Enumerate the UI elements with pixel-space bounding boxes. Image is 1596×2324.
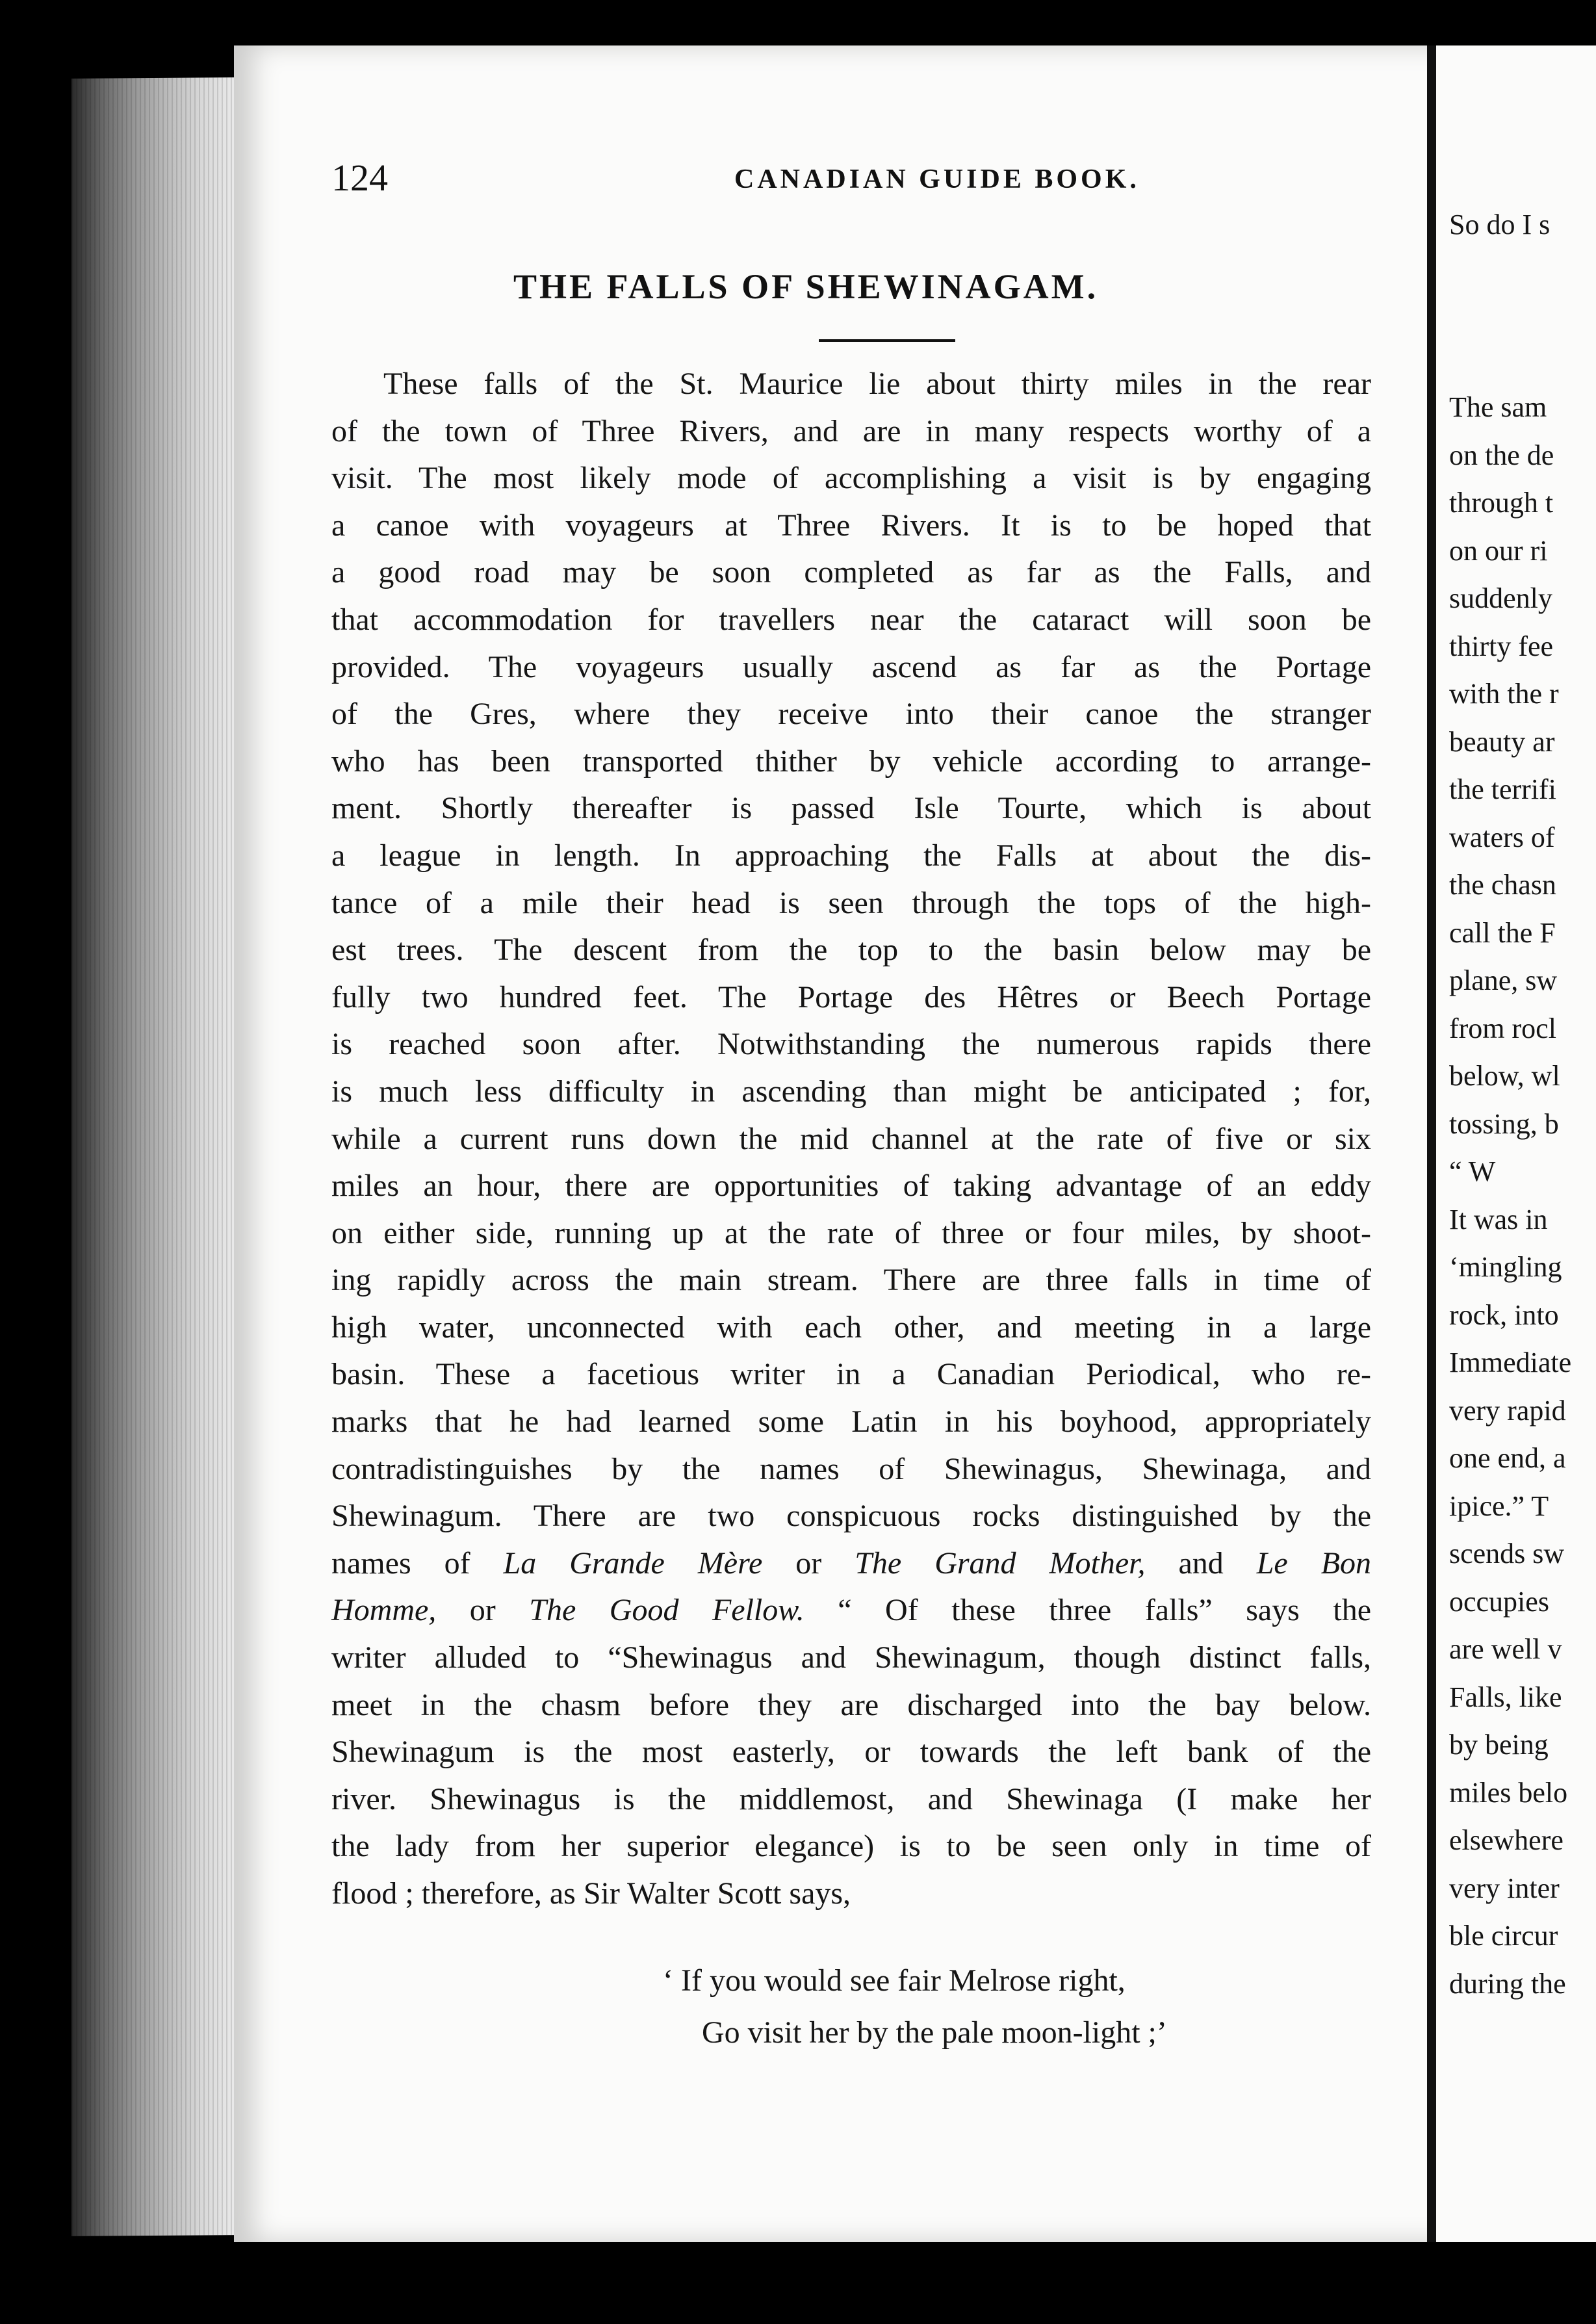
italic-text: The Good Fellow. xyxy=(529,1593,804,1628)
text-span: or xyxy=(762,1545,855,1581)
right-text-line: suddenly xyxy=(1449,582,1552,614)
text-line: visit. The most likely mode of accomplishing a visit is by engaging xyxy=(331,461,1371,496)
text-span: and xyxy=(1145,1545,1257,1581)
right-text-line: rock, into xyxy=(1449,1298,1559,1331)
right-text-line: elsewhere xyxy=(1449,1824,1564,1856)
right-text-line: are well v xyxy=(1449,1633,1562,1665)
text-line: who has been transported thither by vehicle according to arrange- xyxy=(331,743,1371,779)
right-text-line: thirty fee xyxy=(1449,630,1554,662)
right-text-line: The sam xyxy=(1449,391,1547,423)
italic-text: Le Bon xyxy=(1256,1545,1372,1581)
right-text-line: ‘mingling xyxy=(1449,1251,1562,1283)
text-line: fully two hundred feet. The Portage des Hêtres or Beech Portage xyxy=(331,979,1371,1014)
right-text-line: occupies xyxy=(1449,1585,1549,1618)
text-line: meet in the chasm before they are discharged into the bay below. xyxy=(331,1687,1371,1722)
body-text xyxy=(331,361,1371,1918)
right-text-line: from rocl xyxy=(1449,1012,1556,1044)
text-line: provided. The voyageurs usually ascend as far as the Portage xyxy=(331,649,1371,684)
right-text-line: It was in xyxy=(1449,1203,1548,1235)
text-line: is much less difficulty in ascending than might be anticipated ; for, xyxy=(331,1074,1371,1109)
verse-line: ‘ If you would see fair Melrose right, xyxy=(663,1963,1126,1998)
verse-line: Go visit her by the pale moon-light ;’ xyxy=(702,2015,1167,2050)
text-line: writer alluded to “Shewinagus and Shewinagum, though distinct falls, xyxy=(331,1640,1371,1675)
right-text-line: on our ri xyxy=(1449,534,1548,567)
text-line-italic xyxy=(331,1540,1371,1588)
text-line: while a current runs down the mid channel at the rate of five or six xyxy=(331,1121,1371,1156)
text-line: These falls of the St. Maurice lie about thirty miles in the rear xyxy=(383,367,1371,401)
text-line: est trees. The descent from the top to the basin below may be xyxy=(331,933,1371,968)
right-text-line: “ W xyxy=(1449,1156,1496,1187)
text-span: “ Of these three falls” says the xyxy=(804,1593,1371,1628)
text-line: high water, unconnected with each other, and meeting in a large xyxy=(331,1310,1371,1345)
right-text-line: through t xyxy=(1449,487,1554,519)
page-edge-gutter xyxy=(71,77,234,2236)
text-line: ment. Shortly thereafter is passed Isle Tourte, which is about xyxy=(331,791,1371,826)
text-line: basin. These a facetious writer in a Canadian Periodical, who re- xyxy=(331,1357,1371,1392)
right-text-line: miles belo xyxy=(1449,1776,1568,1809)
right-text-line: plane, sw xyxy=(1449,964,1558,996)
italic-text: Homme, xyxy=(331,1593,437,1628)
right-page-text xyxy=(1449,383,1571,2008)
text-line: of the Gres, where they receive into their canoe the stranger xyxy=(331,697,1371,732)
text-line-italic xyxy=(331,1587,1371,1634)
right-text-line: very inter xyxy=(1449,1872,1560,1904)
right-text-line: very rapid xyxy=(1449,1394,1566,1427)
right-text-line: one end, a xyxy=(1449,1442,1566,1474)
text-line: marks that he had learned some Latin in his boyhood, appropriately xyxy=(331,1404,1371,1440)
right-text-line: the chasn xyxy=(1449,869,1556,901)
text-line: that accommodation for travellers near the cataract will soon be xyxy=(331,602,1371,637)
text-line: Shewinagum is the most easterly, or towards the left bank of the xyxy=(331,1735,1371,1770)
text-line: of the town of Three Rivers, and are in many respects worthy of a xyxy=(331,413,1371,448)
text-line: tance of a mile their head is seen through the tops of the high- xyxy=(331,885,1371,920)
page-number: 124 xyxy=(331,157,388,199)
right-text-line: Immediate xyxy=(1449,1347,1572,1378)
title-rule xyxy=(819,339,955,342)
text-line: ing rapidly across the main stream. There are three falls in time of xyxy=(331,1263,1371,1298)
text-line: a good road may be soon completed as far as the Falls, and xyxy=(331,555,1371,590)
right-text-line: call the F xyxy=(1449,916,1556,949)
chapter-title: THE FALLS OF SHEWINAGAM. xyxy=(513,267,1099,306)
text-line: miles an hour, there are opportunities of taking advantage of an eddy xyxy=(331,1168,1371,1204)
right-text-line: during the xyxy=(1449,1967,1566,2000)
right-text-line: Falls, like xyxy=(1449,1681,1562,1713)
right-text-line: beauty ar xyxy=(1449,725,1555,758)
italic-text: The Grand Mother, xyxy=(855,1545,1146,1581)
italic-text: La Grande Mère xyxy=(503,1545,763,1581)
left-page xyxy=(234,45,1443,2242)
running-title: CANADIAN GUIDE BOOK. xyxy=(734,164,1140,194)
right-page-fragment xyxy=(1427,45,1596,2242)
text-line: on either side, running up at the rate of three or four miles, by shoot- xyxy=(331,1215,1371,1250)
right-text-line: with the r xyxy=(1449,678,1559,710)
right-text-line: ble circur xyxy=(1449,1920,1558,1952)
text-line: Shewinagum. There are two conspicuous rocks distinguished by the xyxy=(331,1499,1371,1534)
right-text-line: by being xyxy=(1449,1729,1549,1761)
right-page-top-line: So do I s xyxy=(1449,209,1551,240)
right-text-line: waters of xyxy=(1449,821,1555,853)
text-line: river. Shewinagus is the middlemost, and Shewinaga (I make her xyxy=(331,1781,1371,1816)
right-text-line: tossing, b xyxy=(1449,1107,1559,1140)
text-line: contradistinguishes by the names of Shewinagus, Shewinaga, and xyxy=(331,1451,1371,1486)
text-line: is reached soon after. Notwithstanding the numerous rapids there xyxy=(331,1027,1371,1062)
right-text-line: the terrifi xyxy=(1449,773,1556,805)
right-text-line: ipice.” T xyxy=(1449,1490,1549,1522)
text-span: or xyxy=(436,1593,530,1628)
right-text-line: on the de xyxy=(1449,439,1554,471)
text-line: a league in length. In approaching the Falls at about the dis- xyxy=(331,838,1371,873)
text-line: flood ; therefore, as Sir Walter Scott says, xyxy=(331,1876,851,1911)
right-text-line: below, wl xyxy=(1449,1060,1560,1092)
text-line: a canoe with voyageurs at Three Rivers. It is to be hoped that xyxy=(331,508,1371,543)
page-header xyxy=(331,156,1397,208)
text-span: names of xyxy=(331,1545,504,1581)
text-line: the lady from her superior elegance) is to be seen only in time of xyxy=(331,1829,1371,1864)
right-text-line: scends sw xyxy=(1449,1538,1565,1569)
